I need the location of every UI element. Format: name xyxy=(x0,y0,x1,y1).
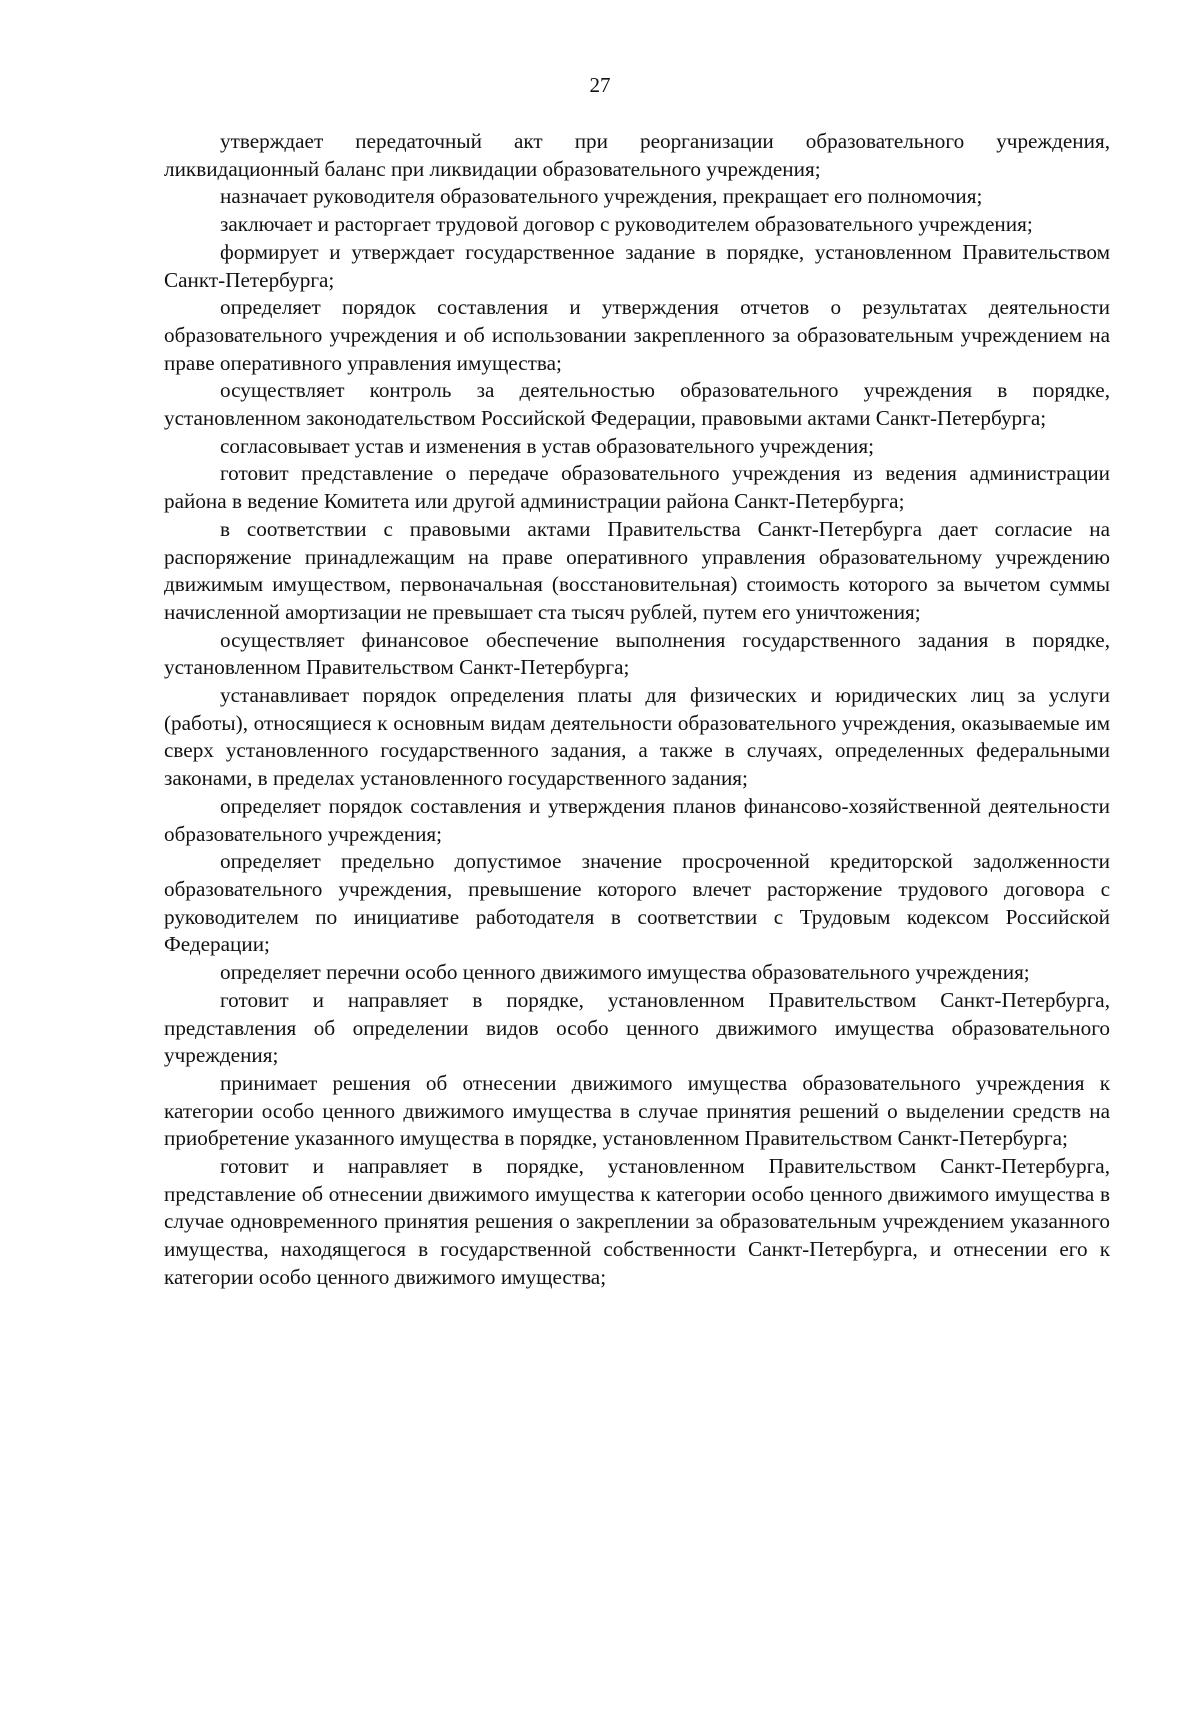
paragraph-2: назначает руководителя образовательного учреждения, прекращает его полномочия; xyxy=(220,184,983,209)
paragraph-1: утверждает передаточный акт при реорганизации образовательного учреждения, ликвидационный баланс при ликвидации образовательного учреждения; xyxy=(164,129,1110,181)
paragraph-3: заключает и расторгает трудовой договор с руководителем образовательного учреждения; xyxy=(220,212,1033,237)
paragraph-9: в соответствии с правовыми актами Правительства Санкт-Петербурга дает согласие на распоряжение принадлежащим на праве оперативного управления образовательному учреждению движимым имуществом, первоначальная (восстановительная) стоимость которого за вычетом суммы начисленной амортизации не превышает ста тысяч рублей, путем его уничтожения; xyxy=(164,516,1110,624)
document-body xyxy=(164,128,1110,1292)
paragraph-17: готовит и направляет в порядке, установленном Правительством Санкт-Петербурга, представление об отнесении движимого имущества к категории особо ценного движимого имущества в случае одновременного принятия решения о закреплении за образовательным учреждением указанного имущества, находящегося в государственной собственности Санкт-Петербурга, и отнесении его к категории особо ценного движимого имущества; xyxy=(164,1154,1110,1289)
paragraph-4: формирует и утверждает государственное задание в порядке, установленном Правительством Санкт-Петербурга; xyxy=(164,239,1110,292)
paragraph-8: готовит представление о передаче образовательного учреждения из ведения администрации района в ведение Комитета или другой администрации района Санкт-Петербурга; xyxy=(164,461,1110,514)
page-number: 27 xyxy=(589,73,611,97)
paragraph-12: определяет порядок составления и утверждения планов финансово-хозяйственной деятельности образовательного учреждения; xyxy=(164,793,1110,846)
paragraph-16: принимает решения об отнесении движимого имущества образовательного учреждения к категории особо ценного движимого имущества в случае принятия решений о выделении средств на приобретение указанного имущества в порядке, установленном Правительством Санкт-Петербурга; xyxy=(164,1070,1110,1151)
paragraph-13: определяет предельно допустимое значение просроченной кредиторской задолженности образовательного учреждения, превышение которого влечет расторжение трудового договора с руководителем по инициативе работодателя в соответствии с Трудовым кодексом Российской Федерации; xyxy=(164,849,1110,957)
paragraph-11: устанавливает порядок определения платы для физических и юридических лиц за услуги (работы), относящиеся к основным видам деятельности образовательного учреждения, оказываемые им сверх установленного государственного задания, а также в случаях, определенных федеральными законами, в пределах установленного государственного задания; xyxy=(164,683,1110,791)
paragraph-14: определяет перечни особо ценного движимого имущества образовательного учреждения; xyxy=(220,960,1030,985)
paragraph-7: согласовывает устав и изменения в устав образовательного учреждения; xyxy=(220,433,875,458)
paragraph-6: осуществляет контроль за деятельностью образовательного учреждения в порядке, установленном законодательством Российской Федерации, правовыми актами Санкт-Петербурга; xyxy=(164,378,1110,431)
paragraph-10: осуществляет финансовое обеспечение выполнения государственного задания в порядке, установленном Правительством Санкт-Петербурга; xyxy=(164,627,1110,680)
paragraph-5: определяет порядок составления и утверждения отчетов о результатах деятельности образовательного учреждения и об использовании закрепленного за образовательным учреждением на праве оперативного управления имущества; xyxy=(164,295,1110,375)
paragraph-15: готовит и направляет в порядке, установленном Правительством Санкт-Петербурга, представления об определении видов особо ценного движимого имущества образовательного учреждения; xyxy=(164,987,1110,1068)
